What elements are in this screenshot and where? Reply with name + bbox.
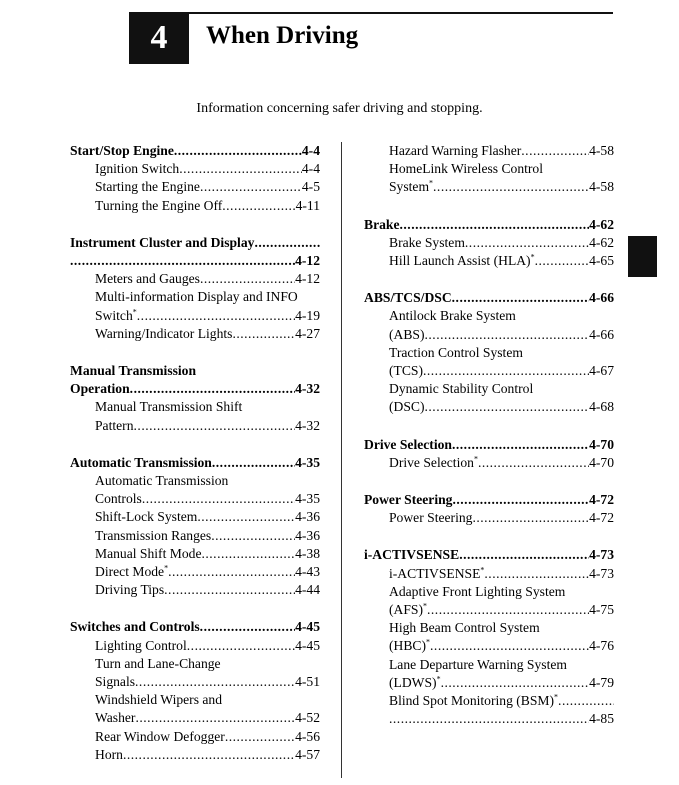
toc-page-number: 4-27 (295, 325, 320, 341)
toc-entry-text: Washer (95, 710, 136, 726)
leader-dots (478, 454, 589, 472)
toc-line[interactable] (70, 472, 320, 490)
toc-entry-text: i-ACTIVSENSE (364, 547, 460, 563)
toc-line[interactable] (70, 380, 320, 398)
toc-line[interactable] (70, 325, 320, 343)
toc-line[interactable] (364, 216, 614, 234)
toc-line[interactable] (70, 160, 320, 178)
leader-dots (254, 234, 320, 252)
leader-dots (225, 728, 295, 746)
toc-entry-title (95, 307, 137, 325)
toc-section (364, 491, 614, 527)
leader-dots (164, 581, 295, 599)
toc-line[interactable] (70, 508, 320, 526)
toc-line[interactable] (364, 178, 614, 196)
toc-entry-title (95, 325, 232, 343)
toc-page-number: 4-66 (589, 290, 614, 306)
toc-line[interactable] (70, 545, 320, 563)
toc-page-number: 4-73 (589, 547, 614, 563)
toc-entry-text: Switch (95, 307, 133, 323)
toc-line[interactable] (364, 326, 614, 344)
toc-line[interactable] (364, 307, 614, 325)
toc-page-number: 4-76 (589, 638, 614, 654)
leader-dots (142, 490, 295, 508)
toc-page-number: 4-12 (295, 253, 320, 269)
footnote-star: * (480, 565, 485, 575)
toc-page-number: 4-44 (295, 582, 320, 598)
toc-entry-title (95, 417, 134, 435)
leader-dots (441, 674, 590, 692)
leader-dots (135, 673, 295, 691)
toc-page-number: 4-72 (589, 510, 614, 526)
toc-entry-text: Dynamic Stability Control (389, 381, 534, 397)
toc-entry-text: System (389, 179, 430, 195)
toc-entry-title (389, 619, 540, 637)
chapter-intro: Information concerning safer driving and stopping. (196, 101, 483, 116)
toc-entry-title (70, 142, 174, 160)
footnote-star: * (473, 454, 478, 464)
toc-entry-text: Multi-information Display and INFO (95, 289, 298, 305)
toc-page-number: 4-70 (589, 436, 614, 452)
toc-entry-title (389, 509, 472, 527)
toc-entry-title (95, 288, 298, 306)
toc-page-number: 4-35 (295, 454, 320, 470)
footnote-star: * (426, 637, 431, 647)
leader-dots (433, 178, 589, 196)
toc-entry-text: Hazard Warning Flasher (389, 143, 522, 158)
toc-entry-text: Manual Transmission Shift (95, 399, 243, 415)
toc-entry-title (95, 178, 200, 196)
toc-entry-title (70, 234, 254, 252)
toc-line[interactable] (70, 362, 320, 380)
toc-entry-title (389, 656, 567, 674)
toc-line[interactable] (70, 178, 320, 196)
toc-entry-title (364, 436, 452, 454)
toc-entry-text: (AFS) (389, 602, 423, 618)
toc-entry-text: Rear Window Defogger (95, 728, 225, 744)
toc-entry-text: Ignition Switch (95, 161, 180, 177)
toc-page-number: 4-65 (589, 253, 614, 269)
toc-entry-title (389, 252, 535, 270)
leader-dots (389, 710, 589, 728)
chapter-thumb-tab (628, 236, 657, 277)
toc-entry-text: Horn (95, 746, 123, 762)
toc-page-number: 4-36 (295, 509, 320, 525)
header-rule (129, 12, 613, 14)
toc-entry-text: Meters and Gauges (95, 271, 200, 287)
toc-entry-text: Blind Spot Monitoring (BSM) (389, 693, 555, 709)
toc-line[interactable] (364, 289, 614, 307)
toc-line[interactable] (364, 619, 614, 637)
toc-entry-title (389, 674, 441, 692)
toc-entry-title (389, 565, 484, 583)
toc-entry-text: Direct Mode (95, 564, 165, 580)
toc-entry-title (70, 380, 130, 398)
toc-line[interactable] (70, 270, 320, 288)
toc-entry-text: Driving Tips (95, 582, 165, 598)
leader-dots (232, 325, 295, 343)
toc-entry-title (70, 362, 196, 380)
leader-dots (452, 491, 589, 509)
leader-dots (427, 601, 589, 619)
toc-page-number: 4-32 (295, 381, 320, 397)
leader-dots (535, 252, 589, 270)
toc-entry-text: Operation (70, 381, 130, 397)
toc-page-number: 4-58 (589, 179, 614, 195)
leader-dots (200, 270, 295, 288)
toc-page-number: 4-51 (295, 674, 320, 690)
toc-entry-text: Transmission Ranges (95, 527, 212, 543)
toc-entry-text: Controls (95, 491, 142, 507)
toc-line[interactable] (70, 637, 320, 655)
toc-entry-text: Lighting Control (95, 637, 187, 653)
leader-dots (130, 380, 295, 398)
toc-section (364, 142, 614, 197)
toc-line[interactable] (70, 746, 320, 764)
footnote-star: * (164, 563, 169, 573)
toc-entry-text: Warning/Indicator Lights (95, 325, 233, 341)
leader-dots (430, 637, 589, 655)
toc-entry-text: Brake (364, 216, 400, 232)
toc-entry-text: Pattern (95, 417, 134, 433)
toc-entry-text: Manual Shift Mode (95, 545, 202, 561)
toc-line[interactable] (70, 417, 320, 435)
toc-page-number: 4-43 (295, 564, 320, 580)
toc-page-number: 4-5 (301, 179, 320, 195)
column-divider (341, 142, 342, 778)
leader-dots (201, 545, 295, 563)
toc-entry-text: Windshield Wipers and (95, 692, 223, 708)
toc-entry-text: (LDWS) (389, 674, 437, 690)
toc-entry-title (389, 142, 521, 160)
toc-entry-title (389, 326, 425, 344)
toc-entry-text: Shift-Lock System (95, 509, 198, 525)
toc-line[interactable] (364, 344, 614, 362)
toc-entry-title (95, 709, 135, 727)
toc-entry-text: ABS/TCS/DSC (364, 290, 452, 306)
toc-entry-text: Switches and Controls (70, 619, 200, 635)
toc-entry-text: Manual Transmission (70, 363, 197, 379)
toc-left-column (70, 142, 320, 783)
leader-dots (187, 637, 295, 655)
toc-entry-title (364, 491, 452, 509)
toc-entry-title (364, 546, 459, 564)
toc-line[interactable] (70, 398, 320, 416)
toc-entry-text: High Beam Control System (389, 620, 540, 636)
leader-dots (200, 618, 295, 636)
toc-entry-title (95, 637, 187, 655)
toc-line[interactable] (70, 581, 320, 599)
toc-line[interactable] (70, 709, 320, 727)
leader-dots (425, 326, 590, 344)
toc-line[interactable] (364, 380, 614, 398)
toc-entry-text: Turn and Lane-Change (95, 655, 221, 671)
toc-entry-title (389, 601, 427, 619)
toc-entry-title (95, 270, 200, 288)
toc-line[interactable] (70, 618, 320, 636)
leader-dots (137, 307, 295, 325)
leader-dots (222, 197, 295, 215)
toc-entry-title (389, 583, 565, 601)
toc-entry-title (95, 581, 164, 599)
toc-page-number: 4-85 (589, 711, 614, 727)
toc-entry-text: Drive Selection (389, 454, 474, 470)
toc-entry-text: Power Steering (389, 510, 473, 526)
toc-entry-text: (DSC) (389, 399, 425, 415)
toc-page-number: 4-38 (295, 545, 320, 561)
leader-dots (179, 160, 302, 178)
toc-entry-text: Brake System (389, 234, 465, 250)
toc-entry-title (95, 527, 211, 545)
toc-page-number: 4-32 (295, 417, 320, 433)
toc-line[interactable] (364, 454, 614, 472)
toc-entry-title (95, 691, 222, 709)
toc-page-number: 4-62 (589, 216, 614, 232)
toc-entry-title (389, 160, 543, 178)
leader-dots (452, 436, 589, 454)
toc-line[interactable] (70, 288, 320, 306)
leader-dots (459, 546, 589, 564)
leader-dots (168, 563, 295, 581)
toc-line[interactable] (364, 491, 614, 509)
leader-dots (425, 398, 590, 416)
toc-line[interactable] (364, 142, 614, 160)
toc-entry-title (389, 692, 558, 710)
toc-entry-title (364, 289, 452, 307)
toc-section (364, 289, 614, 416)
toc-section (364, 546, 614, 728)
toc-page-number: 4-12 (295, 271, 320, 287)
toc-page-number: 4-4 (301, 143, 320, 158)
toc-entry-title (95, 673, 135, 691)
toc-entry-title (95, 655, 221, 673)
leader-dots (465, 234, 589, 252)
toc-line[interactable] (70, 234, 320, 252)
toc-line[interactable] (364, 601, 614, 619)
toc-line[interactable] (364, 436, 614, 454)
toc-entry-text: (ABS) (389, 326, 425, 342)
toc-line[interactable] (70, 655, 320, 673)
toc-page-number: 4-52 (295, 710, 320, 726)
toc-page-number: 4-56 (295, 728, 320, 744)
chapter-title: When Driving (206, 22, 359, 49)
toc-entry-title (389, 307, 516, 325)
toc-section (70, 618, 320, 764)
toc-line[interactable] (70, 490, 320, 508)
toc-line[interactable] (364, 674, 614, 692)
toc-entry-title (389, 637, 430, 655)
toc-entry-text: Start/Stop Engine (70, 143, 174, 158)
leader-dots (174, 142, 302, 160)
toc-entry-text: i-ACTIVSENSE (389, 565, 481, 581)
toc-entry-title (389, 344, 523, 362)
toc-line[interactable] (364, 160, 614, 178)
toc-entry-title (389, 454, 478, 472)
toc-entry-text: Instrument Cluster and Display (70, 234, 255, 250)
toc-page-number: 4-75 (589, 602, 614, 618)
footnote-star: * (436, 674, 441, 684)
toc-entry-title (95, 728, 225, 746)
toc-page-number: 4-68 (589, 399, 614, 415)
toc-line[interactable] (364, 656, 614, 674)
toc-line[interactable] (70, 728, 320, 746)
toc-page-number: 4-4 (301, 161, 320, 177)
toc-page-number: 4-67 (589, 363, 614, 379)
leader-dots (212, 454, 295, 472)
leader-dots (135, 709, 295, 727)
leader-dots (472, 509, 589, 527)
toc-entry-title (70, 454, 212, 472)
toc-line[interactable] (364, 509, 614, 527)
toc-entry-text: Antilock Brake System (389, 308, 516, 324)
toc-entry-title (389, 234, 465, 252)
toc-entry-text: (HBC) (389, 638, 427, 654)
toc-page-number: 4-36 (295, 527, 320, 543)
toc-page-number: 4-73 (589, 565, 614, 581)
toc-page-number: 4-58 (589, 143, 614, 158)
toc-line[interactable] (364, 565, 614, 583)
leader-dots (484, 565, 589, 583)
toc-line[interactable] (364, 252, 614, 270)
toc-page-number: 4-62 (589, 234, 614, 250)
toc-line[interactable] (70, 197, 320, 215)
toc-entry-title (389, 362, 423, 380)
toc-entry-title (95, 398, 242, 416)
leader-dots (521, 142, 589, 160)
leader-dots (200, 178, 302, 196)
toc-entry-text: Automatic Transmission (95, 473, 229, 489)
leader-dots (211, 527, 295, 545)
toc-section (364, 216, 614, 271)
toc-entry-text: (TCS) (389, 363, 423, 379)
leader-dots (452, 289, 589, 307)
toc-entry-title (95, 160, 179, 178)
toc-entry-title (95, 508, 197, 526)
toc-line[interactable] (364, 546, 614, 564)
toc-section (70, 234, 320, 343)
toc-entry-title (95, 197, 222, 215)
toc-line[interactable] (70, 307, 320, 325)
toc-page-number: 4-11 (295, 197, 320, 213)
toc-page-number: 4-19 (295, 307, 320, 323)
toc-page-number: 4-35 (295, 491, 320, 507)
toc-section (364, 436, 614, 472)
toc-entry-text: Lane Departure Warning System (389, 656, 567, 672)
toc-entry-title (95, 563, 168, 581)
toc-page-number: 4-70 (589, 454, 614, 470)
toc-entry-title (389, 380, 533, 398)
toc-page-number: 4-79 (589, 674, 614, 690)
toc-line[interactable] (70, 142, 320, 160)
footnote-star: * (530, 252, 535, 262)
toc-entry-title (95, 746, 123, 764)
toc-entry-text: Power Steering (364, 492, 453, 508)
leader-dots (197, 508, 295, 526)
toc-line[interactable] (364, 398, 614, 416)
toc-line[interactable] (364, 692, 614, 710)
toc-line[interactable] (70, 252, 320, 270)
chapter-number-box (129, 12, 189, 64)
toc-entry-text: Drive Selection (364, 436, 452, 452)
toc-page-number: 4-45 (295, 637, 320, 653)
footnote-star: * (132, 307, 137, 317)
toc-line[interactable] (364, 234, 614, 252)
toc-line[interactable] (70, 454, 320, 472)
toc-entry-title (70, 618, 200, 636)
toc-entry-text: Turning the Engine Off (95, 197, 223, 213)
toc-entry-text: HomeLink Wireless Control (389, 161, 543, 177)
toc-page-number: 4-57 (295, 746, 320, 762)
leader-dots (423, 362, 589, 380)
toc-line[interactable] (70, 563, 320, 581)
leader-dots (558, 692, 614, 710)
toc-entry-text: Signals (95, 674, 136, 690)
leader-dots (400, 216, 590, 234)
toc-entry-title (364, 216, 400, 234)
toc-section (70, 454, 320, 600)
leader-dots (70, 252, 295, 270)
toc-line[interactable] (364, 710, 614, 728)
toc-entry-title (389, 178, 433, 196)
toc-page-number: 4-45 (295, 619, 320, 635)
footnote-star: * (429, 178, 434, 188)
leader-dots (134, 417, 296, 435)
toc-entry-title (95, 490, 142, 508)
toc-entry-title (95, 472, 228, 490)
toc-section (70, 362, 320, 435)
toc-line[interactable] (70, 691, 320, 709)
toc-entry-text: Automatic Transmission (70, 454, 212, 470)
toc-entry-title (95, 545, 201, 563)
chapter-number: 4 (150, 19, 168, 56)
toc-entry-text: Hill Launch Assist (HLA) (389, 253, 531, 269)
toc-line[interactable] (70, 527, 320, 545)
toc-line[interactable] (364, 583, 614, 601)
footnote-star: * (554, 692, 559, 702)
toc-line[interactable] (364, 637, 614, 655)
footnote-star: * (423, 601, 427, 611)
toc-section (70, 142, 320, 215)
toc-entry-text: Adaptive Front Lighting System (389, 583, 566, 599)
toc-page-number: 4-72 (589, 492, 614, 508)
leader-dots (123, 746, 295, 764)
toc-page-number: 4-66 (589, 326, 614, 342)
toc-right-column (364, 142, 614, 747)
toc-entry-title (389, 398, 425, 416)
toc-line[interactable] (364, 362, 614, 380)
toc-entry-text: Starting the Engine (95, 179, 200, 195)
toc-entry-text: Traction Control System (389, 344, 523, 360)
toc-line[interactable] (70, 673, 320, 691)
